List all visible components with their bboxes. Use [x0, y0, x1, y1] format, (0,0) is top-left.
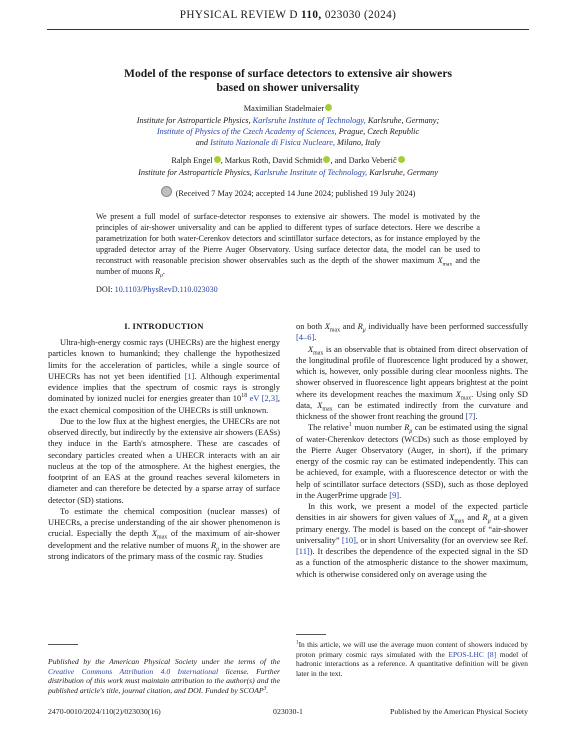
author-name: Maximilian Stadelmaier: [243, 104, 325, 113]
paragraph: $X_{max}$ is an observable that is obtained from direct observation of the longitudinal profile of fluorescence light produced by a shower, which is, however, only possible during clear moonless nights. The shower observed in fluorescence light appears brightest at the point where its development reaches the maximum $X_{max}$. Using only SD data, $X_{max}$ can be estimated indirectly from the curvature and thickness of the shower front reaching the ground [7].: [296, 343, 528, 421]
paragraph: Due to the low flux at the highest energies, the UHECRs are not observed directly, but indirectly by the extensive air showers (EASs) they induce in the Earth's atmosphere. These are cascades of secondary particles created when a UHECR interacts with an air nucleus at the top of the atmosphere. At the highest energies, the footprint of an EAS at the ground reaches several kilometers in diameter and can therefore be detected by a sparse array of surface detector (SD) stations.: [48, 415, 280, 505]
footer-publisher: Published by the American Physical Society: [390, 707, 528, 716]
section-heading: I. INTRODUCTION: [124, 321, 204, 331]
publication-dates: (Received 7 May 2024; accepted 14 June 2024; published 19 July 2024): [175, 189, 416, 198]
orcid-icon[interactable]: [325, 104, 332, 111]
paragraph: To estimate the chemical composition (nuclear masses) of UHECRs, a precise understanding of the air shower phenomenon is crucial. Especially the depth $X_{max}$ of the maximum of air-shower development and the relative number of muons $R_\mu$ in the shower are strong indicators of the primary mass of the cosmic ray. Studies: [48, 505, 280, 561]
paragraph: The relative$^1$ muon number $R_\mu$ can be estimated using the signal of water-Cherenkov detectors (WCDs) such as those employed by the Pierre Auger Observatory (Auger, in short), if the primary energy of the cosmic ray can be estimated independently. This can be achieved, for example, with a fluorescence detector or with the help of scintillator surface detectors (SSD), such as those deployed in the AugerPrime upgrade [9].: [296, 422, 528, 500]
footer-page: 023030-1: [273, 707, 303, 716]
ref-link[interactable]: [11]: [296, 546, 310, 556]
ref-link[interactable]: [4–6]: [296, 332, 315, 343]
footnote-rule: [296, 634, 326, 635]
link-czech-academy[interactable]: Institute of Physics of the Czech Academy of Sciences,: [156, 127, 337, 136]
link-infn[interactable]: Istituto Nazionale di Fisica Nucleare,: [210, 138, 335, 147]
affiliation-2: Institute of Physics of the Czech Academy of Sciences, Prague, Czech Republic: [156, 127, 420, 136]
title-line-2: based on shower universality: [216, 80, 360, 94]
orcid-icon[interactable]: [398, 156, 405, 163]
journal-header: [0, 9, 576, 21]
ref-link[interactable]: [1]: [184, 370, 195, 381]
epos-link[interactable]: EPOS-LHC: [448, 649, 484, 659]
link-kit-2[interactable]: Karlsruhe Institute of Technology,: [254, 168, 368, 177]
affiliation-1: Institute for Astroparticle Physics, Karlsruhe Institute of Technology, Karlsruhe, Germany;: [136, 116, 440, 125]
affiliation-4: Institute for Astroparticle Physics, Karlsruhe Institute of Technology, Karlsruhe, Germany: [138, 168, 438, 177]
ref-link[interactable]: [2,3]: [261, 393, 278, 404]
paragraph: on both $X_{max}$ and $R_\mu$ individually have been performed successfully [4–6].: [296, 321, 528, 343]
article-number: 023030 (2024): [324, 9, 397, 21]
muon-footnote: $^1$In this article, we will use the average muon content of showers induced by proton primary cosmic rays simulated with the EPOS-LHC [8] model of hadronic interactions as a reference. A quantitative definition will be given later in the text.: [296, 639, 528, 678]
ref-link[interactable]: [7]: [465, 411, 476, 421]
journal-volume: 110,: [301, 9, 322, 21]
link-kit[interactable]: Karlsruhe Institute of Technology,: [252, 116, 366, 125]
footer-issn: 2470-0010/2024/110(2)/023030(16): [48, 707, 161, 716]
left-column: [48, 337, 280, 562]
right-column: [296, 321, 528, 580]
cc-license-link[interactable]: Creative Commons Attribution 4.0 International: [48, 666, 219, 676]
author-1: [40, 103, 536, 114]
doi-line: DOI: 10.1103/PhysRevD.110.023030: [96, 285, 218, 294]
dates-line: [40, 186, 536, 199]
ref-link[interactable]: [9]: [389, 489, 400, 500]
journal-name: PHYSICAL REVIEW D: [179, 9, 298, 21]
paragraph: In this work, we present a model of the expected particle densities in air showers for given values of $X_{max}$ and $R_\mu$ at a given primary energy. The model is based on the concept of “air-shower universality” [10], or in short Universality (for an overview see Ref. [11]). It describes the dependence of the expected signal in the SD as a function of the atmospheric distance to the shower maximum, which is otherwise considered only on average using the: [296, 501, 528, 579]
ev-link[interactable]: eV: [249, 393, 260, 404]
license-footnote: Published by the American Physical Society under the terms of the Creative Commons Attribution 4.0 International license. Further distribution of this work must maintain attribution to the author(s) and the published article's title, journal citation, and DOI. Funded by SCOAP$^3$.: [48, 657, 280, 695]
ref-link[interactable]: [8]: [487, 649, 497, 659]
crossmark-icon[interactable]: [161, 186, 172, 197]
footnote-rule: [48, 644, 78, 645]
title-line-1: Model of the response of surface detectors to extensive air showers: [124, 67, 452, 80]
doi-link[interactable]: 10.1103/PhysRevD.110.023030: [114, 285, 218, 294]
paragraph: Ultra-high-energy cosmic rays (UHECRs) are the highest energy particles known to humankind; they challenge the hypothesized limits for the acceleration of particles, while a single source of UHECRs has not yet been identified [1]. Although experimental evidence implies that the spectrum of cosmic rays is strongly dominated by ionized nuclei for energies greater than $10^{18}$ eV [2,3], the exact chemical composition of the UHECRs is still unknown.: [48, 337, 281, 415]
orcid-icon[interactable]: [214, 156, 221, 163]
header-rule: [47, 29, 529, 30]
abstract: We present a full model of surface-detector responses to extensive air showers. The model is motivated by the principles of air-shower universality and can be applied to different types of surface detectors. Here we describe a parametrization for both water-Cerenkov detectors and scintillator surface detectors, as for instance employed by the upgraded detector array of the Pierre Auger Observatory. Using surface detector data, the model can be used to reconstruct with reasonable precision shower observables such as the depth of the shower maximum $X_{max}$ and the number of muons $R_\mu$.: [96, 212, 480, 280]
ref-link[interactable]: [10]: [341, 534, 356, 545]
paper-title: [60, 67, 516, 94]
authors-2: Ralph Engel , Markus Roth, David Schmidt , and Darko Veberič: [40, 155, 536, 166]
affiliation-3: and Istituto Nazionale di Fisica Nucleare, Milano, Italy: [195, 138, 381, 147]
